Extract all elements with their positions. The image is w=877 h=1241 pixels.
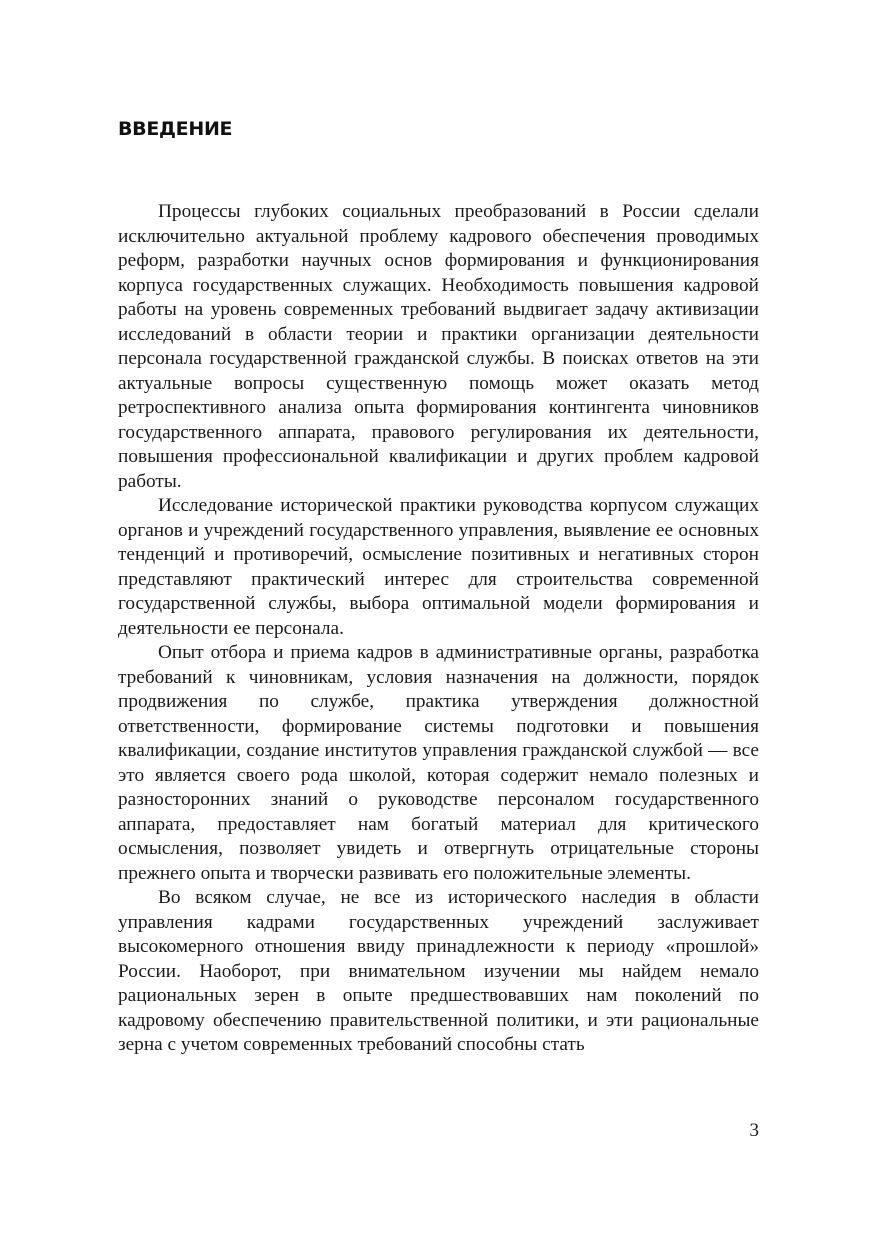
body-text <box>118 200 759 1058</box>
paragraph: Опыт отбора и приема кадров в административные органы, разработка требований к чиновникам, условия назначения на должности, порядок продвижения по службе, практика утверждения должностной ответственности, формирование системы подготовки и повышения квалификации, создание институтов управления гражданской службой — все это является своего рода школой, которая содержит немало полезных и разносторонних знаний о руководстве персоналом государственного аппарата, предоставляет нам богатый материал для критического осмысления, позволяет увидеть и отвергнуть отрицательные стороны прежнего опыта и творчески развивать его положительные элементы. <box>118 642 759 884</box>
paragraph: Процессы глубоких социальных преобразований в России сделали исключительно актуальной проблему кадрового обеспечения проводимых реформ, разработки научных основ формирования и функционирования корпуса государственных служащих. Необходимость повышения кадровой работы на уровень современных требований выдвигает задачу активизации исследований в области теории и практики организации деятельности персонала государственной гражданской службы. В поисках ответов на эти актуальные вопросы существенную помощь может оказать метод ретроспективного анализа опыта формирования контингента чиновников государственного аппарата, правового регулирования их деятельности, повышения профессиональной квалификации и других проблем кадровой работы. <box>118 201 759 492</box>
section-heading: ВВЕДЕНИЕ <box>118 118 233 140</box>
paragraph: Исследование исторической практики руководства корпусом служащих органов и учреждений государственного управления, выявление ее основных тенденций и противоречий, осмысление позитивных и негативных сторон представляют практический интерес для строительства современной государственной службы, выбора оптимальной модели формирования и деятельности ее персонала. <box>118 495 759 639</box>
paragraph: Во всяком случае, не все из исторического наследия в области управления кадрами государственных учреждений заслуживает высокомерного отношения ввиду принадлежности к периоду «прошлой» России. Наоборот, при внимательном изучении мы найдем немало рациональных зерен в опыте предшествовавших нам поколений по кадровому обеспечению правительственной политики, и эти рациональные зерна с учетом современных требований способны стать <box>118 887 759 1055</box>
page-number: 3 <box>749 1120 759 1141</box>
